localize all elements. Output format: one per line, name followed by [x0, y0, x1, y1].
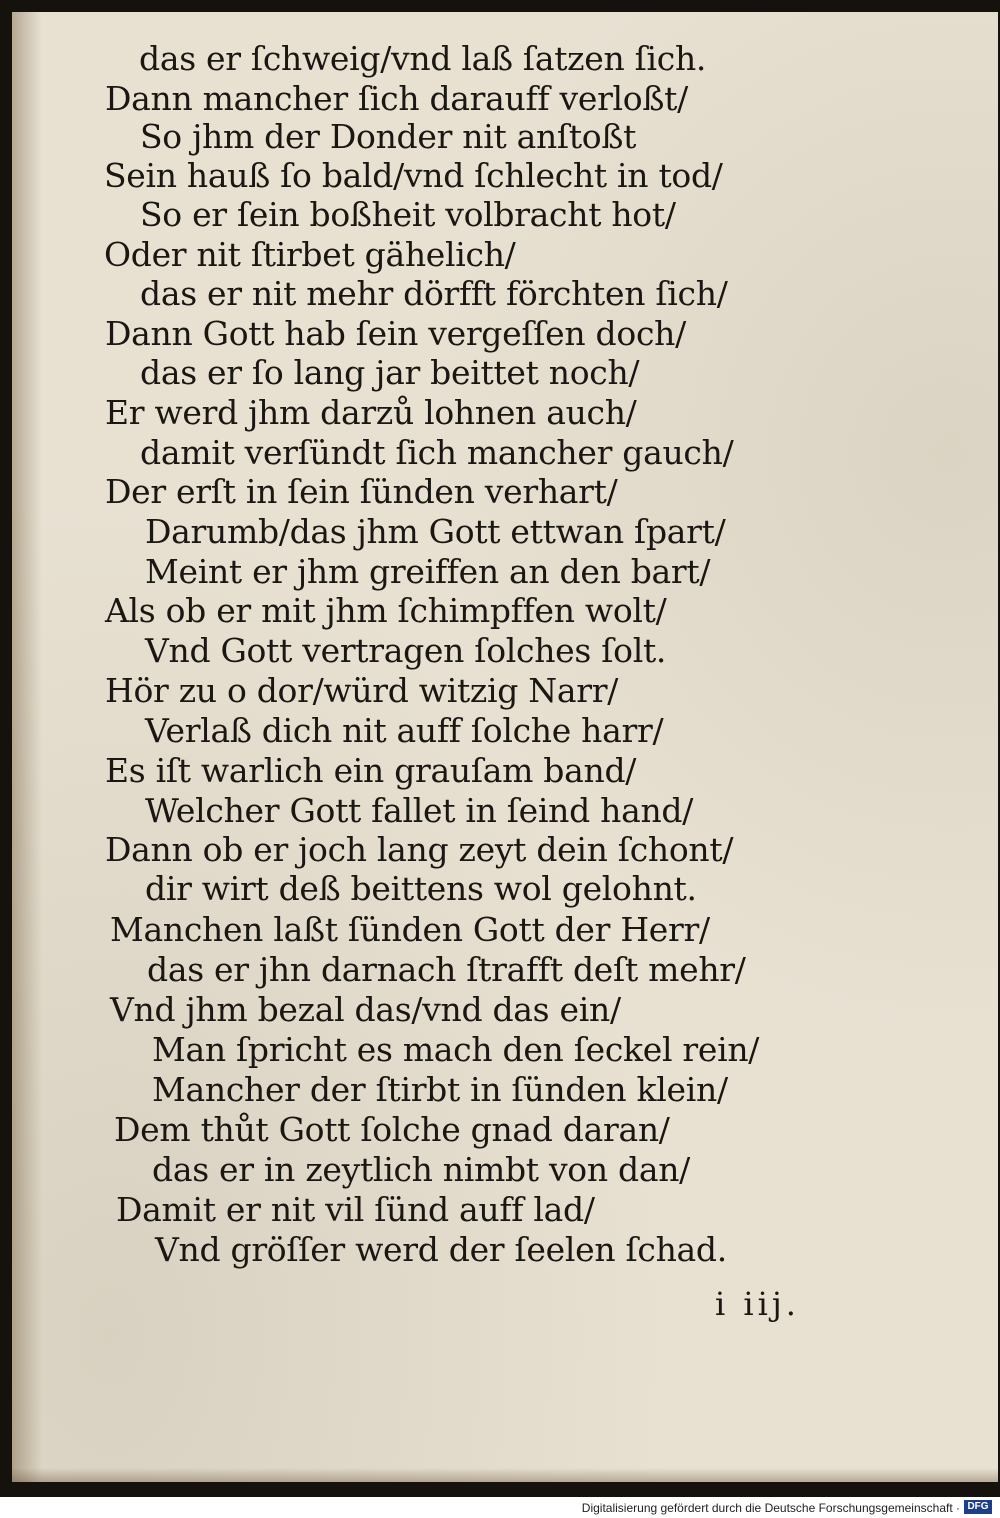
verse-block [12, 12, 998, 1482]
verse-line: das er ſo lang jar beittet noch/ [140, 353, 640, 392]
verse-line: das er nit mehr dörfft förchten ſich/ [140, 274, 728, 313]
digitization-footer [0, 1497, 1000, 1518]
verse-line: Manchen laßt ſünden Gott der Herr/ [110, 910, 710, 949]
verse-line: Dann Gott hab ſein vergeſſen doch/ [105, 314, 686, 353]
verse-line: Verlaß dich nit auff ſolche harr/ [145, 711, 664, 750]
verse-line: Mancher der ſtirbt in ſünden klein/ [152, 1070, 728, 1109]
verse-line: Vnd Gott vertragen ſolches ſolt. [145, 631, 667, 670]
verse-line: Es iſt warlich ein grauſam band/ [105, 751, 637, 790]
verse-line: Dann ob er joch lang zeyt dein ſchont/ [105, 830, 734, 869]
verse-line: Der erſt in ſein ſünden verhart/ [105, 472, 618, 511]
verse-line: Damit er nit vil ſünd auff lad/ [116, 1190, 595, 1229]
dfg-logo-icon: DFG [964, 1500, 992, 1514]
signature-mark: i iij. [715, 1285, 800, 1323]
verse-line: Als ob er mit jhm ſchimpffen wolt/ [105, 591, 667, 630]
verse-line: damit verſündt ſich mancher gauch/ [140, 433, 734, 472]
verse-line: Er werd jhm darzů lohnen auch/ [105, 393, 637, 432]
verse-line: Vnd jhm bezal das/vnd das ein/ [110, 990, 621, 1029]
verse-line: das er jhn darnach ſtrafft deſt mehr/ [147, 950, 746, 989]
verse-line: Dem thůt Gott ſolche gnad daran/ [114, 1110, 670, 1149]
verse-line: Meint er jhm greiffen an den bart/ [145, 552, 711, 591]
verse-line: Man ſpricht es mach den ſeckel rein/ [152, 1030, 760, 1069]
funding-credit: Digitalisierung gefördert durch die Deutsche Forschungsgemeinschaft · [581, 1501, 960, 1515]
verse-line: Sein hauß ſo bald/vnd ſchlecht in tod/ [104, 156, 723, 195]
verse-line: das er ſchweig/vnd laß ſatzen ſich. [139, 39, 707, 78]
verse-line: das er in zeytlich nimbt von dan/ [152, 1150, 690, 1189]
verse-line: Vnd gröſſer werd der ſeelen ſchad. [155, 1230, 727, 1269]
verse-line: Darumb/das jhm Gott ettwan ſpart/ [145, 512, 726, 551]
verse-line: dir wirt deß beittens wol gelohnt. [145, 869, 697, 908]
verse-line: Welcher Gott fallet in ſeind hand/ [145, 791, 694, 830]
book-page [12, 12, 998, 1482]
verse-line: Oder nit ſtirbet gähelich/ [104, 235, 516, 274]
verse-line: Hör zu o dor/würd witzig Narr/ [105, 671, 619, 710]
verse-line: So er ſein boßheit volbracht hot/ [140, 195, 676, 234]
verse-line: So jhm der Donder nit anſtoßt [140, 117, 637, 156]
verse-line: Dann mancher ſich darauff verloßt/ [105, 79, 688, 118]
